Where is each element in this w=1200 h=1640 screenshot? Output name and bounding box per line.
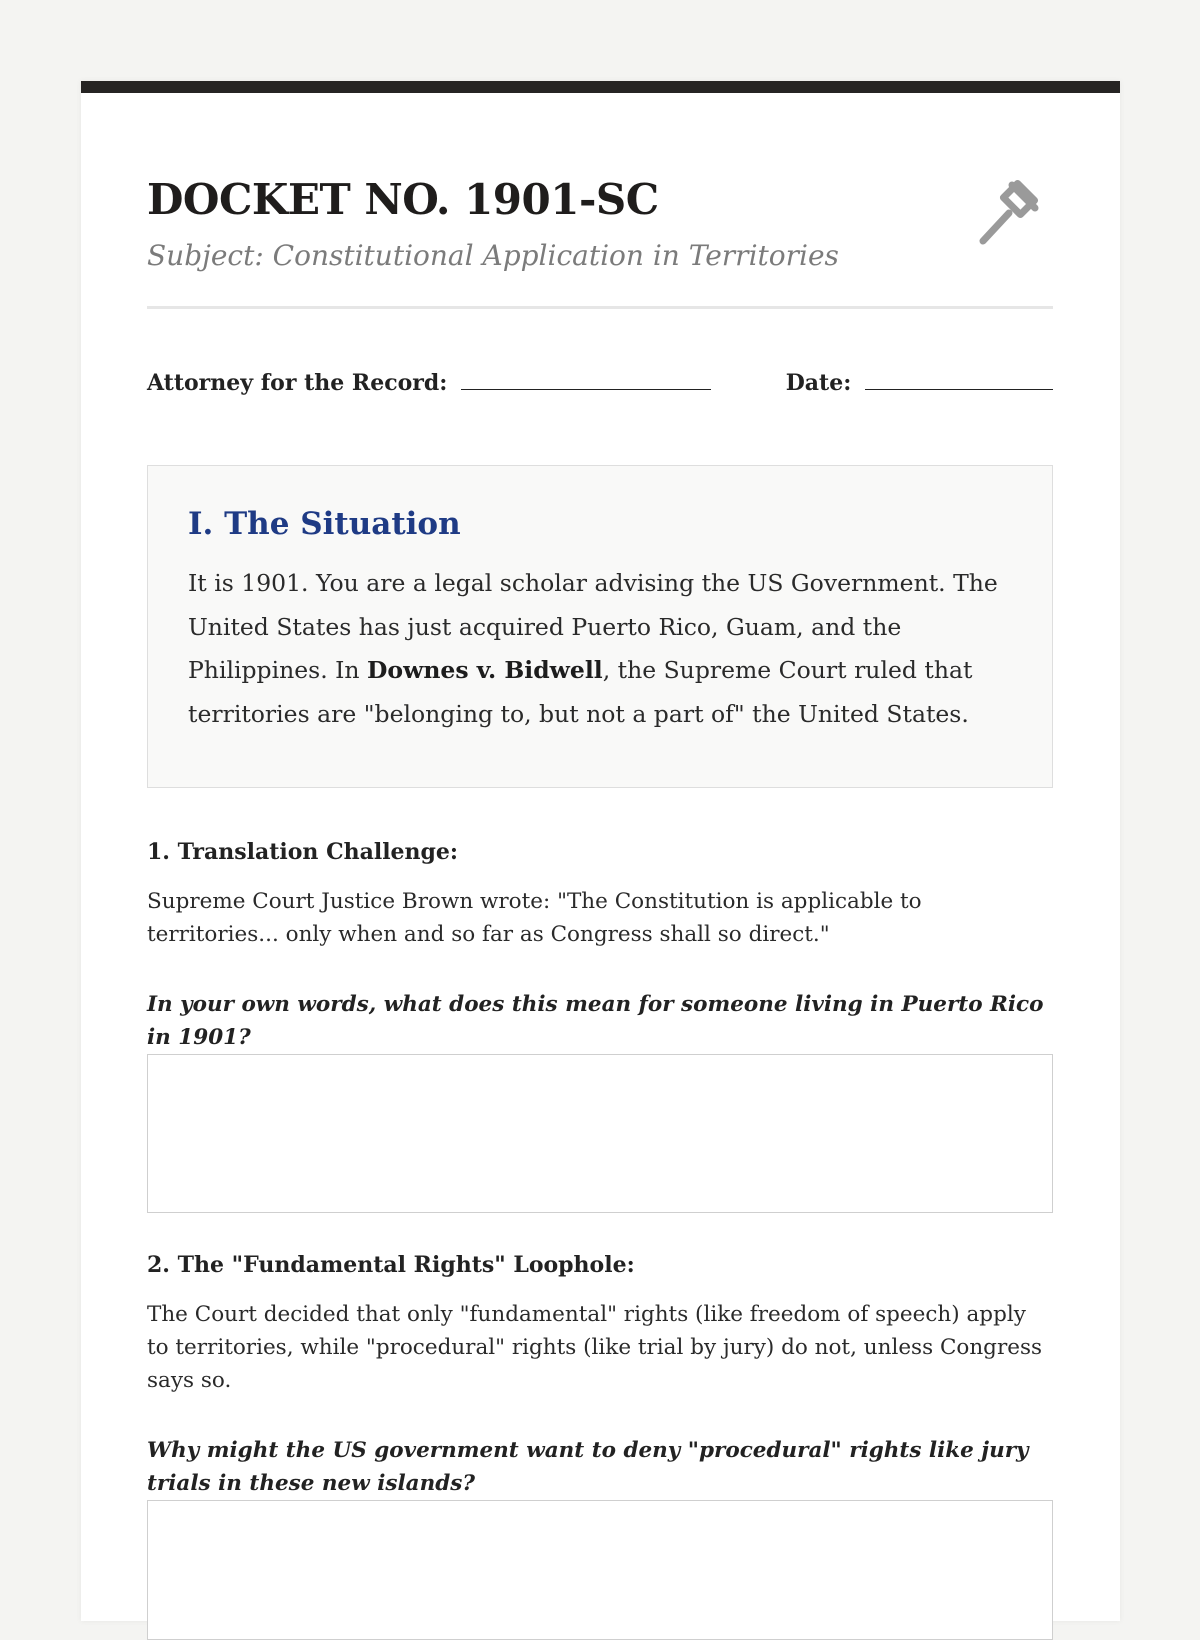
date-blank[interactable] [865, 369, 1053, 390]
question-2-title: 2. The "Fundamental Rights" Loophole: [147, 1252, 635, 1278]
header-divider [147, 306, 1053, 309]
date-label: Date: [785, 370, 852, 396]
record-fields [147, 369, 1053, 409]
question-1-title: 1. Translation Challenge: [147, 839, 459, 865]
date-field [786, 369, 1053, 396]
gavel-icon [973, 175, 1053, 255]
page-subtitle: Subject: Constitutional Application in Territories [147, 239, 839, 272]
question-1-answer-box[interactable] [147, 1054, 1053, 1213]
question-2-text: The Court decided that only "fundamental" rights (like freedom of speech) apply to territories, while "procedural" rights (like trial by jury) do not, unless Congress says so. [147, 1302, 1043, 1393]
page-title: DOCKET NO. 1901-SC [147, 175, 659, 224]
page-header [147, 163, 1053, 323]
question-1-text: Supreme Court Justice Brown wrote: "The Constitution is applicable to territories... only when and so far as Congress shall so direct." [147, 889, 922, 947]
situation-text-after: , the Supreme Court ruled that territories are "belonging to, but not a part of" the United States. [188, 656, 973, 728]
situation-panel [147, 465, 1053, 788]
situation-text [188, 562, 1012, 736]
question-2-answer-box[interactable] [147, 1500, 1053, 1640]
attorney-label: Attorney for the Record: [147, 370, 448, 396]
case-name: Downes v. Bidwell [367, 656, 603, 684]
situation-text-before: It is 1901. You are a legal scholar advising the US Government. The United States has just acquired Puerto Rico, Guam, and the Philippines. In [188, 569, 998, 684]
attorney-blank[interactable] [461, 369, 711, 390]
question-1-prompt: In your own words, what does this mean for someone living in Puerto Rico in 1901? [147, 992, 1044, 1050]
worksheet-page [81, 81, 1120, 1621]
attorney-field [147, 369, 711, 396]
question-2-prompt: Why might the US government want to deny "procedural" rights like jury trials in these new islands? [147, 1438, 1029, 1496]
situation-heading: I. The Situation [188, 506, 461, 542]
